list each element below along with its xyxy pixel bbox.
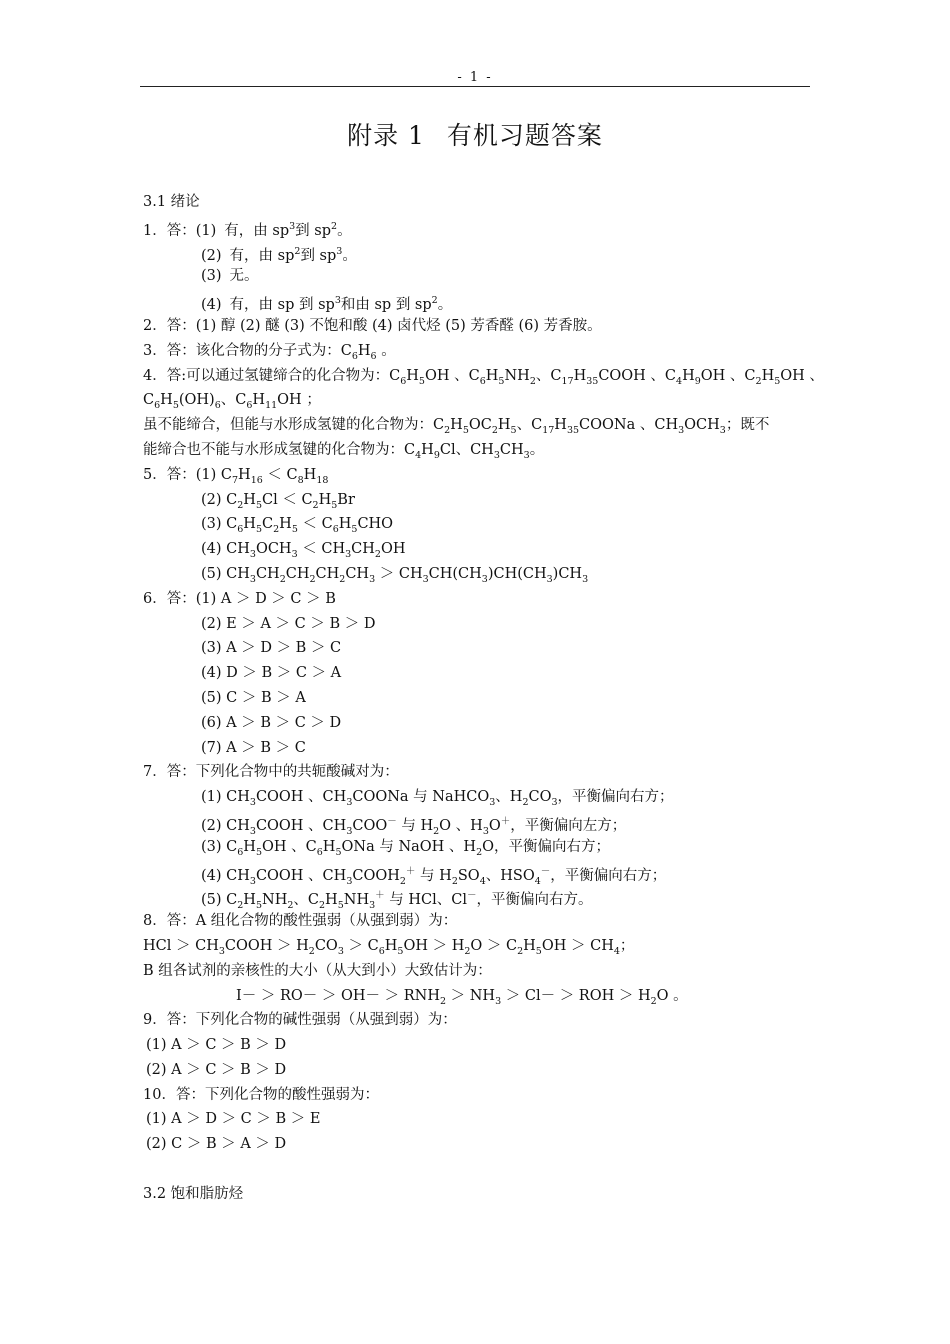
answer-10-intro: 10．答：下列化合物的酸性强弱为： bbox=[143, 1086, 379, 1103]
answer-1-item-3: (3) 无。 bbox=[201, 268, 259, 285]
answer-6-item-5: (5) C ＞ B ＞ A bbox=[201, 689, 306, 706]
answer-7-item-3: (3) $C_6H_5OH$ 、$C_6H_5ONa$ 与 NaOH 、$H_2O$，平衡偏向右方； bbox=[201, 838, 610, 858]
answer-6-item-3: (3) A ＞ D ＞ B ＞ C bbox=[201, 640, 342, 657]
answer-9-item-1: (1) A ＞ C ＞ B ＞ D bbox=[146, 1037, 287, 1054]
answer-6-item-1: 6．答：(1) A ＞ D ＞ C ＞ B bbox=[143, 590, 336, 607]
answer-10-item-1: (1) A ＞ D ＞ C ＞ B ＞ E bbox=[146, 1111, 321, 1128]
header-rule bbox=[140, 86, 810, 87]
answer-8-b-intro: B 组各试剂的亲核性的大小（从大到小）大致估计为： bbox=[143, 962, 492, 979]
answer-5-item-5: (5) $CH_3CH_2CH_2CH_2CH_3 > CH_3CH(CH_3)CH(CH_3)CH_3$ bbox=[201, 565, 589, 585]
answer-3: 3．答：该化合物的分子式为：$C_6H_6$ 。 bbox=[143, 342, 396, 362]
title-main: 有机习题答案 bbox=[446, 121, 603, 150]
answer-6-item-4: (4) D ＞ B ＞ C ＞ A bbox=[201, 665, 342, 682]
answer-1-item-2: (2) 有，由 $sp^2$到 $sp^3$。 bbox=[201, 245, 357, 264]
answer-7-item-1: (1) $CH_3COOH$ 、$CH_3COONa$ 与 NaHCO$_3$、$H_2CO_3$，平衡偏向右方； bbox=[201, 789, 674, 809]
answer-8-nucleophilicity-order: $I- > RO- > OH- > RNH_2 > NH_3 > Cl-$ ＞ ROH ＞ $H_2O$ 。 bbox=[236, 987, 688, 1007]
answer-7-item-4: (4) $CH_3COOH$ 、$CH_3COOH_2^+$ 与 $H_2SO_4$、$HSO_4^-$，平衡偏向右方； bbox=[201, 865, 667, 887]
answer-1-item-4: (4) 有，由 sp 到 $sp^3$和由 sp 到 $sp^2$。 bbox=[201, 295, 453, 314]
title-prefix: 附录 1 bbox=[347, 121, 425, 150]
answer-4-line-1: 4．答:可以通过氢键缔合的化合物为：$C_6H_5OH$ 、$C_6H_5NH_2$、$C_{17}H_{35}COOH$ 、$C_4H_9OH$ 、$C_2H_5OH$ 、 bbox=[143, 367, 824, 387]
answer-9-intro: 9．答：下列化合物的碱性强弱（从强到弱）为： bbox=[143, 1012, 457, 1029]
answer-4-line-4: 能缔合也不能与水形成氢键的化合物为：$C_4H_9Cl$、$CH_3CH_3$。 bbox=[143, 441, 545, 461]
answer-8-acidity-order: HCl ＞ $CH_3COOH > H_2CO_3 > C_6H_5OH > H_2O > C_2H_5OH > CH_4$； bbox=[143, 937, 635, 957]
answer-6-item-7: (7) A ＞ B ＞ C bbox=[201, 739, 306, 756]
page-title bbox=[0, 116, 950, 152]
answer-8-intro: 8．答：A 组化合物的酸性强弱（从强到弱）为： bbox=[143, 913, 458, 930]
answer-6-item-2: (2) E ＞ A ＞ C ＞ B ＞ D bbox=[201, 615, 376, 632]
section-heading-intro: 3.1 绪论 bbox=[143, 194, 200, 210]
answer-7-item-5: (5) $C_2H_5NH_2$、$C_2H_5NH_3^+$ 与 HCl、Cl－，平衡偏向右方。 bbox=[201, 890, 593, 912]
answer-5-item-1: 5．答：(1) $C_7H_{16} < C_8H_{18}$ bbox=[143, 466, 329, 486]
answer-9-item-2: (2) A ＞ C ＞ B ＞ D bbox=[146, 1061, 287, 1078]
answer-6-item-6: (6) A ＞ B ＞ C ＞ D bbox=[201, 714, 342, 731]
page-number: - 1 - bbox=[457, 70, 493, 85]
document-body bbox=[143, 190, 824, 1207]
answer-2: 2．答：(1) 醇 (2) 醚 (3) 不饱和酸 (4) 卤代烃 (5) 芳香醛 (6) 芳香胺。 bbox=[143, 317, 602, 334]
answer-5-item-4: (4) $CH_3OCH_3 < CH_3CH_2OH$ bbox=[201, 541, 406, 561]
answer-1-item-1: 1．答：(1) 有，由 $sp^3$到 $sp^2$。 bbox=[143, 220, 352, 239]
answer-5-item-3: (3) $C_6H_5C_2H_5 < C_6H_5CHO$ bbox=[201, 516, 394, 536]
answer-4-line-2: $C_6H_5(OH)_6$、$C_6H_{11}OH$ ； bbox=[143, 392, 321, 412]
answer-7-intro: 7．答：下列化合物中的共轭酸碱对为： bbox=[143, 764, 399, 781]
section-heading-saturated-hydrocarbons: 3.2 饱和脂肪烃 bbox=[143, 1185, 244, 1202]
answer-7-item-2: (2) $CH_3COOH$ 、$CH_3COO^-$ 与 $H_2O$ 、$H_3O^+$，平衡偏向左方； bbox=[201, 815, 627, 837]
answer-4-line-3: 虽不能缔合，但能与水形成氢键的化合物为：$C_2H_5OC_2H_5$、$C_{17}H_{35}COONa$ 、$CH_3OCH_3$；既不 bbox=[143, 417, 770, 437]
answer-5-item-2: (2) $C_2H_5Cl < C_2H_5Br$ bbox=[201, 491, 355, 511]
answer-10-item-2: (2) C ＞ B ＞ A ＞ D bbox=[146, 1136, 287, 1153]
